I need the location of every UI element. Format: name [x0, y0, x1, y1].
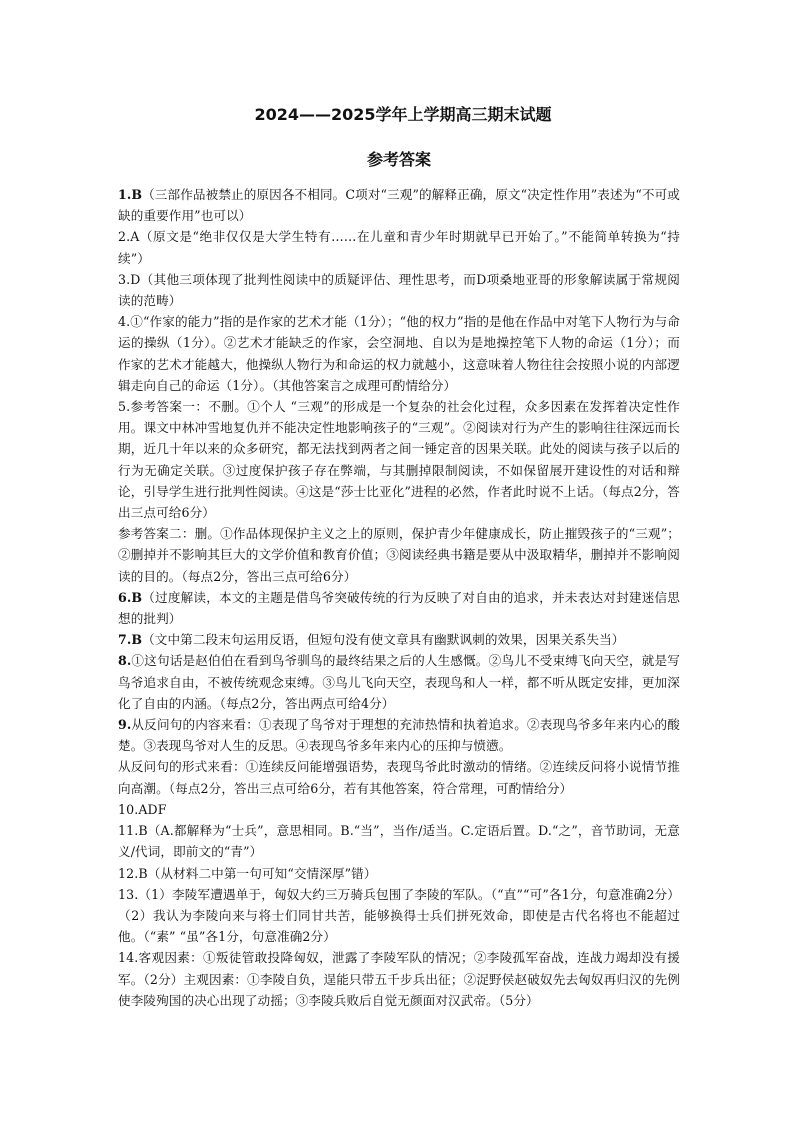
answer-number: 1.B: [118, 187, 143, 202]
page-subtitle: 参考答案: [366, 150, 431, 169]
answer-number: 8.: [118, 653, 132, 669]
answer-9-form: [118, 756, 680, 798]
answer-12: [118, 863, 680, 884]
answer-number: 4.: [118, 314, 131, 330]
answer-number: 13.: [118, 886, 139, 902]
answer-number: 6.B: [118, 589, 143, 605]
answer-text: （文中第二段末句运用反语，但短句没有使文章具有幽默讽刺的效果，因果关系失当）: [142, 632, 625, 648]
answer-number: 3.D: [118, 271, 141, 287]
answer-number: 12.: [118, 865, 139, 881]
answer-13: [118, 884, 680, 948]
answer-text: B（A.都解释为“士兵”，意思相同。B.“当”，当作/适当。C.定语后置。D.“之”，音节助词，无意义/代词，即前文的“青”）: [118, 823, 680, 860]
answer-2: [118, 226, 680, 268]
answer-text: ADF: [138, 801, 167, 817]
answer-1: [118, 184, 680, 226]
answer-5: [118, 396, 680, 523]
answer-number: 10.: [118, 801, 139, 817]
answer-number: 9.: [118, 717, 132, 733]
answer-text: ①“作家的能力”指的是作家的艺术才能（1分）；“他的权力”指的是他在作品中对笔下人物行为与命运的操纵（1分）。②艺术才能缺乏的作家，会空洞地、自以为是地操控笔下人物的命运（1分）；而作家的艺术才能越大，他操纵人物行为和命运的权力就越小，这意味着人物往往会按照小说的内部逻辑走向自己的命运（1分）。（其他答案言之成理可酌情给分）: [118, 314, 680, 393]
answer-text: 参考答案一：不删。①个人 “三观”的形成是一个复杂的社会化过程，众多因素在发挥着决定性作用。课文中林冲雪地复仇并不能决定性地影响孩子的“三观”。②阅读对行为产生的影响往往深远而长期，近几十年以来的众多研究，都无法找到两者之间一锤定音的因果关联。此处的阅读与孩子以后的行为无确定关联。③过度保护孩子存在弊端，与其删掉限制阅读，不如保留展开建设性的对话和辩论，引导学生进行批判性阅读。④这是“莎士比亚化”进程的必然，作者此时说不上话。（每点2分，答出三点可给6分）: [118, 399, 680, 521]
answer-text: （三部作品被禁止的原因各不相同。C项对“三观”的解释正确，原文“决定性作用”表述为“不可或缺的重要作用”也可以）: [118, 187, 680, 224]
answer-text: 客观因素：①叛徒管敢投降匈奴，泄露了李陵军队的情况；②李陵孤军奋战，连战力竭却没有援军。（2分）主观因素：①李陵自负，逞能只带五千步兵出征；②浞野侯赵破奴先去匈奴再归汉的先例使李陵殉国的决心出现了动摇；③李陵兵败后自觉无颜面对汉武帝。（5分）: [118, 950, 680, 1008]
answer-number: 5.: [118, 399, 131, 415]
answer-sheet: [118, 104, 680, 1011]
answer-list: [118, 184, 680, 1011]
answer-6: [118, 587, 680, 629]
answer-text: （其他三项体现了批判性阅读中的质疑评估、理性思考，而D项桑地亚哥的形象解读属于常规阅读的范畴）: [118, 271, 680, 309]
page-title: 2024——2025学年上学期高三期末试题: [254, 105, 552, 124]
answer-number: 11.: [118, 823, 139, 839]
answer-8: [118, 650, 680, 714]
answer-text: 参考答案二：删。①作品体现保护主义之上的原则，保护青少年健康成长，防止摧毁孩子的“三观”；②删掉并不影响其巨大的文学价值和教育价值；③阅读经典书籍是要从中汲取精华，删掉并不影响阅读的目的。（每点2分，答出三点可给6分）: [118, 526, 680, 584]
answer-text: 从反问句的内容来看：①表现了鸟爷对于理想的充沛热情和执着追求。②表现鸟爷多年来内心的酸楚。③表现鸟爷对人生的反思。④表现鸟爷多年来内心的压抑与愤懑。: [118, 717, 680, 754]
answer-text: B（从材料二中第一句可知“交情深厚”错）: [138, 865, 377, 881]
answer-text: ①这句话是赵伯伯在看到鸟爷驯鸟的最终结果之后的人生感慨。②鸟儿不受束缚飞向天空，就是写鸟爷追求自由，不被传统观念束缚。③鸟儿飞向天空，表现鸟和人一样，都不听从既定安排，更加深化了自由的内涵。（每点2分，答出两点可给4分）: [118, 653, 680, 711]
answer-text: 从反问句的形式来看：①连续反问能增强语势，表现鸟爷此时激动的情绪。②连续反问将小说情节推向高潮。（每点2分，答出三点可给6分，若有其他答案，符合常理，可酌情给分）: [118, 759, 680, 796]
answer-text: （原文是“绝非仅仅是大学生特有……在儿童和青少年时期就早已开始了。”不能简单转换为“持续”）: [118, 229, 680, 266]
answer-4: [118, 311, 680, 396]
answer-number: 2.A: [118, 229, 140, 245]
answer-number: 7.B: [118, 632, 143, 648]
answer-number: 14.: [118, 950, 139, 966]
answer-text: （过度解读，本文的主题是借鸟爷突破传统的行为反映了对自由的追求，并未表达对封建迷信思想的批判）: [118, 589, 680, 627]
answer-10: [118, 799, 680, 820]
answer-5-alt: [118, 523, 680, 587]
answer-text: （1）李陵军遭遇单于，匈奴大约三万骑兵包围了李陵的军队。（“直”“可”各1分，句意准确2分） （2）我认为李陵向来与将士们同甘共苦，能够换得士兵们拼死效命，即使是古代名将也不能超过他。（“素” “虽”各1分，句意准确2分）: [118, 886, 680, 945]
answer-14: [118, 947, 680, 1011]
answer-7: [118, 629, 680, 650]
answer-3: [118, 269, 680, 311]
answer-9: [118, 714, 680, 756]
answer-11: [118, 820, 680, 862]
